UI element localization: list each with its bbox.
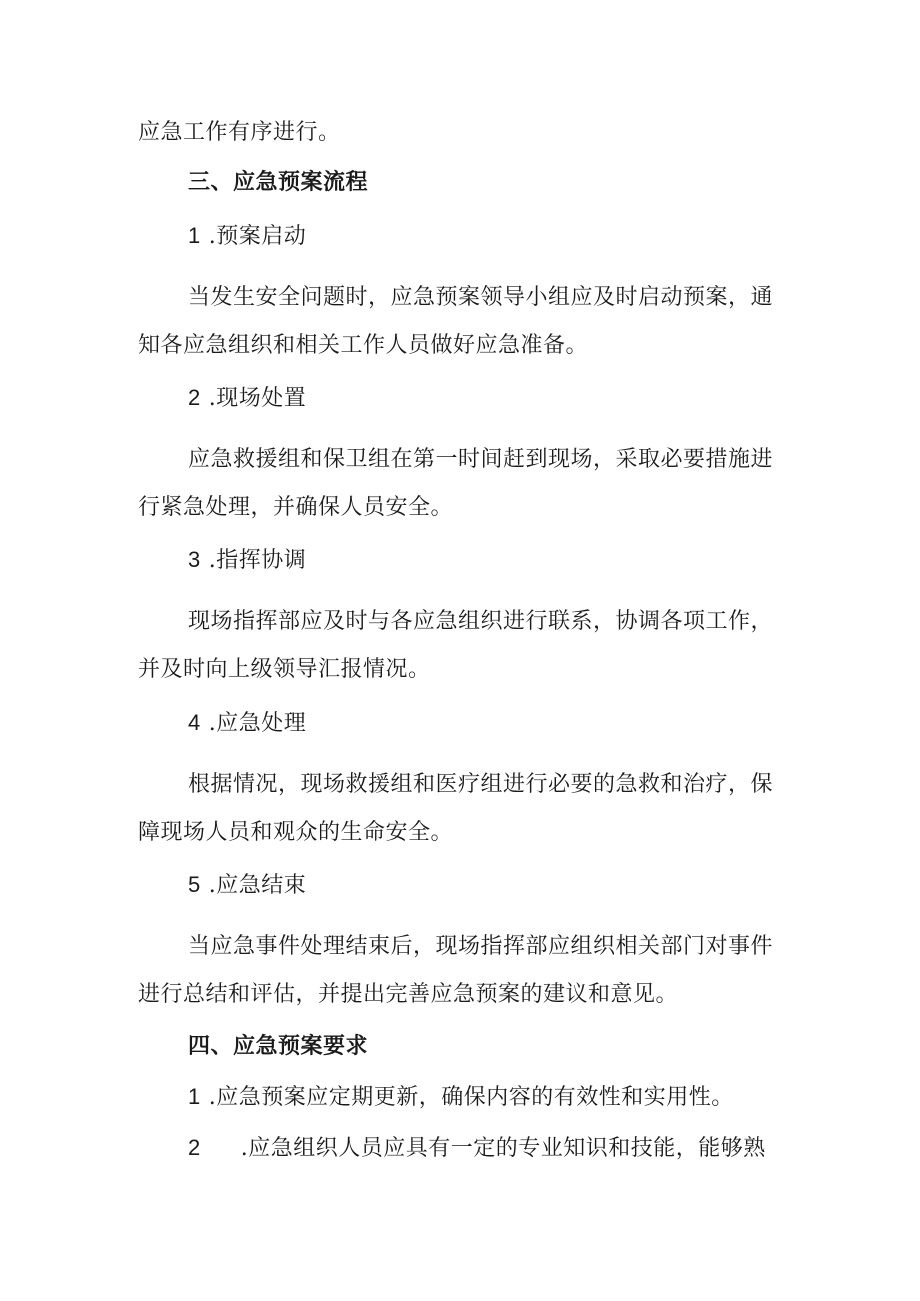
- subheading-1-number: 1: [188, 223, 201, 248]
- paragraph-5-line-1: 当应急事件处理结束后，现场指挥部应组织相关部门对事件: [188, 934, 774, 959]
- subheading-1-title: .预案启动: [208, 224, 307, 249]
- paragraph-3-line-2: 并及时向上级领导汇报情况。: [138, 657, 431, 682]
- paragraph-2-line-1: 应急救援组和保卫组在第一时间赶到现场，采取必要措施进: [188, 447, 774, 472]
- paragraph-5-line-2: 进行总结和评估，并提出完善应急预案的建议和意见。: [138, 982, 679, 1007]
- subheading-5: [188, 870, 848, 901]
- requirement-2-text: .应急组织人员应具有一定的专业知识和技能，能够熟: [240, 1136, 766, 1161]
- subheading-4: [188, 708, 848, 739]
- paragraph-2-line-2: 行紧急处理，并确保人员安全。: [138, 495, 454, 520]
- subheading-2: [188, 383, 848, 414]
- subheading-5-number: 5: [188, 872, 201, 897]
- subheading-5-title: .应急结束: [208, 873, 307, 898]
- requirement-2-number: 2: [188, 1135, 201, 1160]
- paragraph-continuation: 应急工作有序进行。: [138, 120, 341, 145]
- section-heading-4: 四、应急预案要求: [188, 1034, 369, 1059]
- subheading-2-title: .现场处置: [208, 386, 307, 411]
- requirement-2: [188, 1133, 848, 1164]
- subheading-3: [188, 545, 848, 576]
- paragraph-3-line-1: 现场指挥部应及时与各应急组织进行联系，协调各项工作，: [188, 609, 774, 634]
- paragraph-1-line-2: 知各应急组织和相关工作人员做好应急准备。: [138, 333, 589, 358]
- requirement-1: [188, 1082, 848, 1113]
- subheading-1: [188, 221, 848, 252]
- subheading-3-title: .指挥协调: [208, 548, 307, 573]
- paragraph-4-line-1: 根据情况，现场救援组和医疗组进行必要的急救和治疗，保: [188, 772, 774, 797]
- subheading-3-number: 3: [188, 547, 201, 572]
- subheading-2-number: 2: [188, 385, 201, 410]
- subheading-4-title: .应急处理: [208, 711, 307, 736]
- paragraph-1-line-1: 当发生安全问题时，应急预案领导小组应及时启动预案，通: [188, 285, 774, 310]
- requirement-1-text: .应急预案应定期更新，确保内容的有效性和实用性。: [208, 1085, 734, 1110]
- paragraph-4-line-2: 障现场人员和观众的生命安全。: [138, 820, 454, 845]
- subheading-4-number: 4: [188, 710, 201, 735]
- requirement-1-number: 1: [188, 1084, 201, 1109]
- section-heading-3: 三、应急预案流程: [188, 170, 369, 195]
